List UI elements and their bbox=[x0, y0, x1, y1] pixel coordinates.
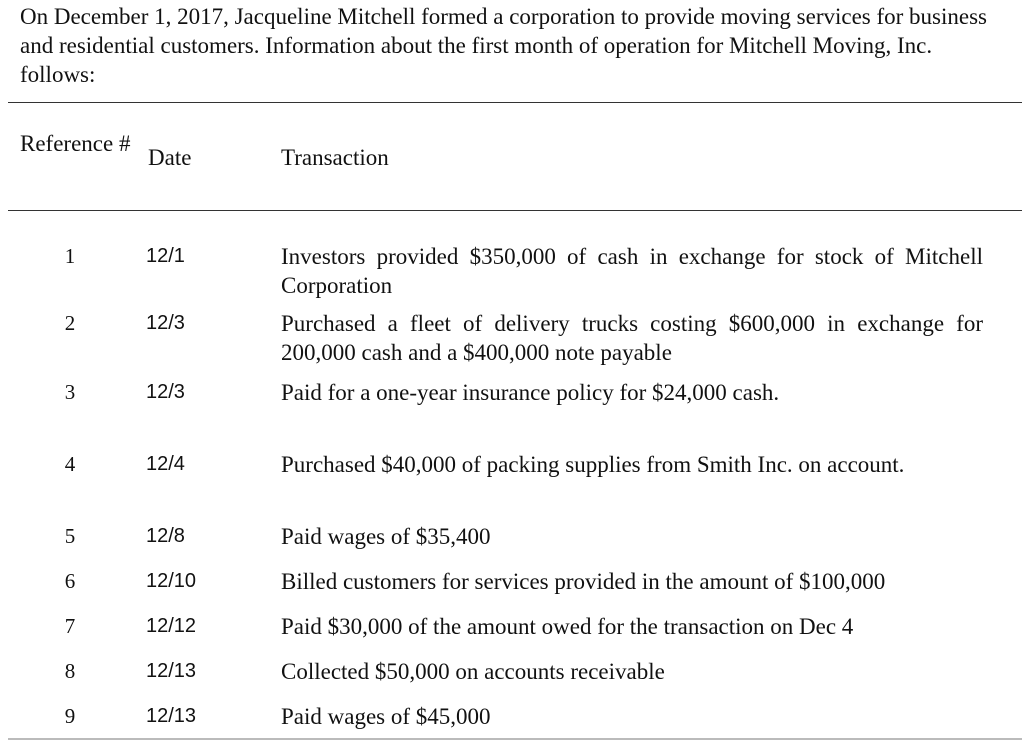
row-transaction: Paid wages of $45,000 bbox=[281, 704, 491, 729]
row-reference: 1 bbox=[64, 244, 76, 268]
row-date: 12/8 bbox=[146, 525, 185, 547]
row-date: 12/13 bbox=[146, 705, 197, 727]
row-reference: 9 bbox=[64, 704, 76, 728]
row-reference: 2 bbox=[64, 311, 76, 335]
row-date: 12/13 bbox=[146, 660, 197, 682]
row-transaction: Billed customers for services provided in the amount of $100,000 bbox=[281, 569, 886, 594]
row-date: 12/3 bbox=[146, 312, 185, 334]
intro-paragraph: On December 1, 2017, Jacqueline Mitchell formed a corporation to provide moving services for business and residential customers. Information about the first month of operation for Mitchell Moving, Inc. follows: bbox=[20, 4, 988, 87]
row-date: 12/1 bbox=[146, 245, 185, 267]
row-reference: 4 bbox=[64, 452, 76, 476]
top-rule bbox=[8, 102, 1022, 103]
header-date: Date bbox=[148, 145, 192, 170]
row-transaction: Paid for a one-year insurance policy for $24,000 cash. bbox=[281, 380, 780, 405]
row-transaction: Paid $30,000 of the amount owed for the transaction on Dec 4 bbox=[281, 614, 854, 639]
row-date: 12/4 bbox=[146, 453, 185, 475]
row-transaction: Investors provided $350,000 of cash in exchange for stock of Mitchell Corporation bbox=[281, 244, 983, 298]
row-reference: 3 bbox=[64, 380, 76, 404]
row-date: 12/12 bbox=[146, 615, 197, 637]
row-transaction: Purchased a fleet of delivery trucks costing $600,000 in exchange for 200,000 cash and a $400,000 note payable bbox=[281, 311, 983, 365]
row-reference: 6 bbox=[64, 569, 76, 593]
row-reference: 7 bbox=[64, 614, 76, 638]
row-transaction: Collected $50,000 on accounts receivable bbox=[281, 659, 665, 684]
row-reference: 8 bbox=[64, 659, 76, 683]
header-transaction: Transaction bbox=[281, 145, 389, 170]
row-date: 12/10 bbox=[146, 570, 197, 592]
bottom-rule bbox=[8, 738, 1022, 740]
row-transaction: Paid wages of $35,400 bbox=[281, 524, 491, 549]
row-transaction: Purchased $40,000 of packing supplies from Smith Inc. on account. bbox=[281, 452, 905, 477]
row-date: 12/3 bbox=[146, 381, 185, 403]
header-reference: Reference # bbox=[20, 131, 131, 156]
row-reference: 5 bbox=[64, 524, 76, 548]
header-rule bbox=[8, 210, 1022, 211]
